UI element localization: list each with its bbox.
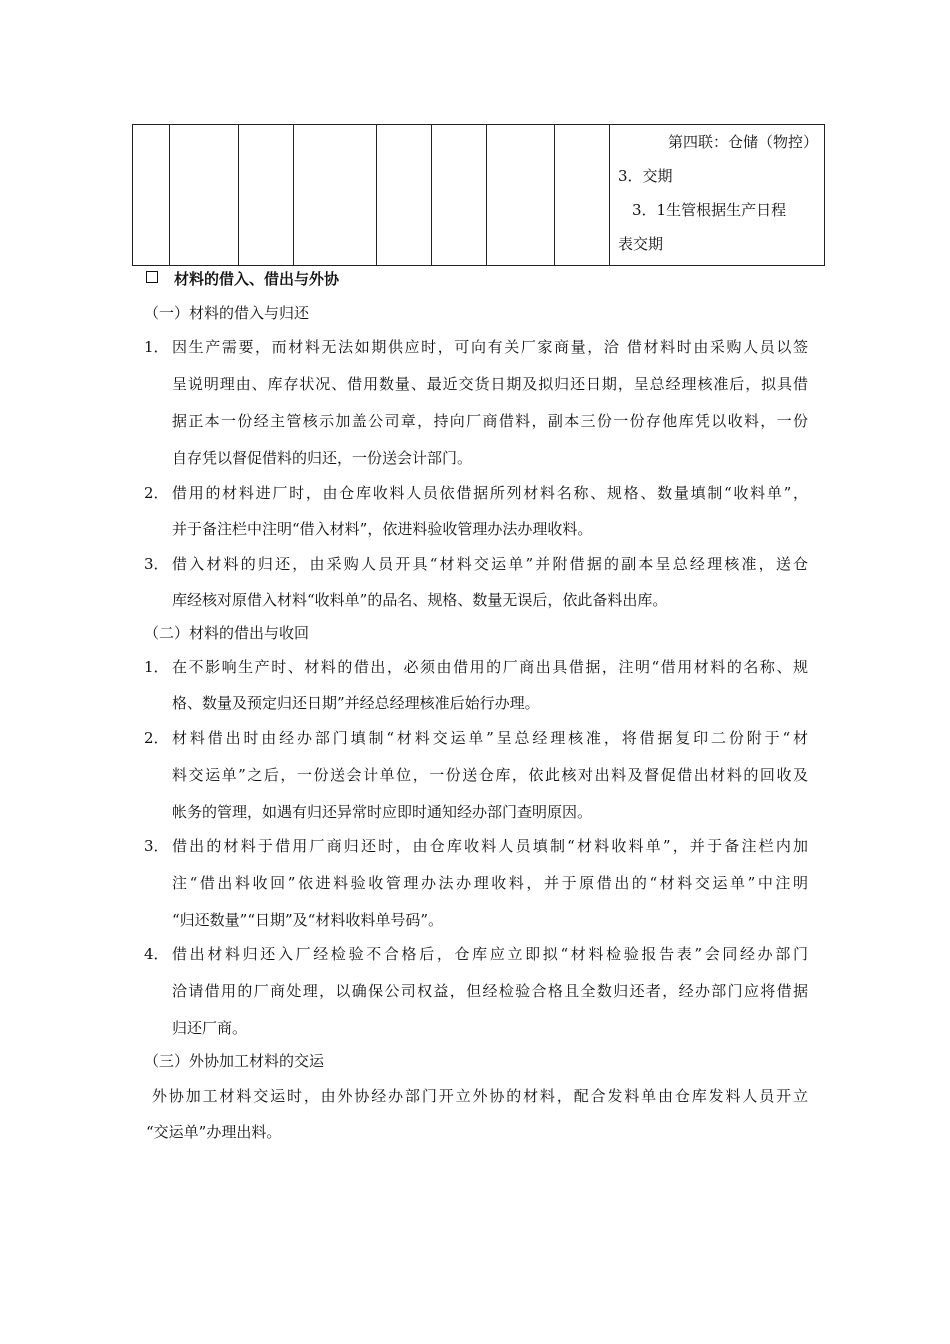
paragraph-line: 因生产需要，而材料无法如期供应时，可向有关厂家商量，洽 借材料时由采购人员以签 <box>172 338 808 356</box>
paragraph-line: 借出的材料于借用厂商归还时，由仓库收料人员填制“材料收料单”，并于备注栏内加 <box>172 837 808 855</box>
table-cell <box>432 125 487 266</box>
paragraph-line: 自存凭以督促借料的归还，一份送会计部门。 <box>172 449 473 467</box>
item-number: 4． <box>144 945 169 963</box>
subsection-title: （三）外协加工材料的交运 <box>144 1052 325 1070</box>
paragraph-line: 借出材料归还入厂经检验不合格后，仓库应立即拟“材料检验报告表”会同经办部门 <box>172 945 808 963</box>
note-line: 表交期 <box>618 235 664 253</box>
note-line: 3．1生管根据生产日程 <box>632 201 787 219</box>
paragraph-line: “交运单”办理出料。 <box>146 1123 282 1141</box>
table-cell <box>487 125 555 266</box>
paragraph-line: 库经核对原借入材料“收料单”的品名、规格、数量无误后，依此备料出库。 <box>172 591 668 609</box>
table-cell <box>133 125 170 266</box>
item-number: 1． <box>144 658 169 676</box>
table-cell <box>170 125 239 266</box>
item-number: 2． <box>144 484 169 502</box>
paragraph-line: 材料借出时由经办部门填制“材料交运单”呈总经理核准，将借据复印二份附于“材 <box>172 729 808 747</box>
item-number: 3． <box>144 555 169 573</box>
table-row <box>133 125 825 266</box>
paragraph-line: 外协加工材料交运时，由外协经办部门开立外协的材料，配合发料单由仓库发料人员开立 <box>152 1087 808 1105</box>
subsection-title: （一）材料的借入与归还 <box>144 304 310 322</box>
paragraph-line: 借用的材料进厂时，由仓库收料人员依借据所列材料名称、规格、数量填制“收料单”， <box>172 484 808 502</box>
paragraph-line: 在不影响生产时、材料的借出，必须由借用的厂商出具借据，注明“借用材料的名称、规 <box>172 658 808 676</box>
paragraph-line: 帐务的管理，如遇有归还异常时应即时通知经办部门查明原因。 <box>172 803 593 821</box>
table-cell <box>294 125 377 266</box>
paragraph-line: 格、数量及预定归还日期”并经总经理核准后始行办理。 <box>172 694 540 712</box>
section-heading <box>146 268 339 289</box>
paragraph-line: 据正本一份经主管核示加盖公司章，持向厂商借料，副本三份一份存他库凭以收料，一份 <box>172 412 808 430</box>
checkbox-square-icon <box>146 271 158 283</box>
paragraph-line: 洽请借用的厂商处理，以确保公司权益，但经检验合格且全数归还者，经办部门应将借据 <box>172 982 808 1000</box>
note-line: 3．交期 <box>618 167 673 185</box>
item-number: 1． <box>144 338 169 356</box>
note-line: 第四联：仓储（物控） <box>667 133 818 151</box>
paragraph-line: “归还数量”“日期”及“材料收料单号码”。 <box>172 911 444 929</box>
section-title: 材料的借入、借出与外协 <box>174 270 340 288</box>
item-number: 2． <box>144 729 169 747</box>
table-cell <box>555 125 610 266</box>
paragraph-line: 借入材料的归还，由采购人员开具“材料交运单”并附借据的副本呈总经理核准，送仓 <box>172 555 808 573</box>
subsection-title: （二）材料的借出与收回 <box>144 624 310 642</box>
paragraph-line: 料交运单”之后，一份送会计单位，一份送仓库，依此核对出料及督促借出材料的回收及 <box>172 766 808 784</box>
material-form-table <box>132 124 825 266</box>
paragraph-line: 注“借出料收回”依进料验收管理办法办理收料，并于原借出的“材料交运单”中注明 <box>172 874 808 892</box>
table-cell <box>377 125 432 266</box>
table-notes-cell <box>610 125 825 266</box>
item-number: 3． <box>144 837 169 855</box>
table-cell <box>239 125 294 266</box>
paragraph-line: 并于备注栏中注明“借入材料”，依进料验收管理办法办理收料。 <box>172 520 593 538</box>
paragraph-line: 归还厂商。 <box>172 1019 248 1037</box>
paragraph-line: 呈说明理由、库存状况、借用数量、最近交货日期及拟归还日期，呈总经理核准后，拟具借 <box>172 375 808 393</box>
